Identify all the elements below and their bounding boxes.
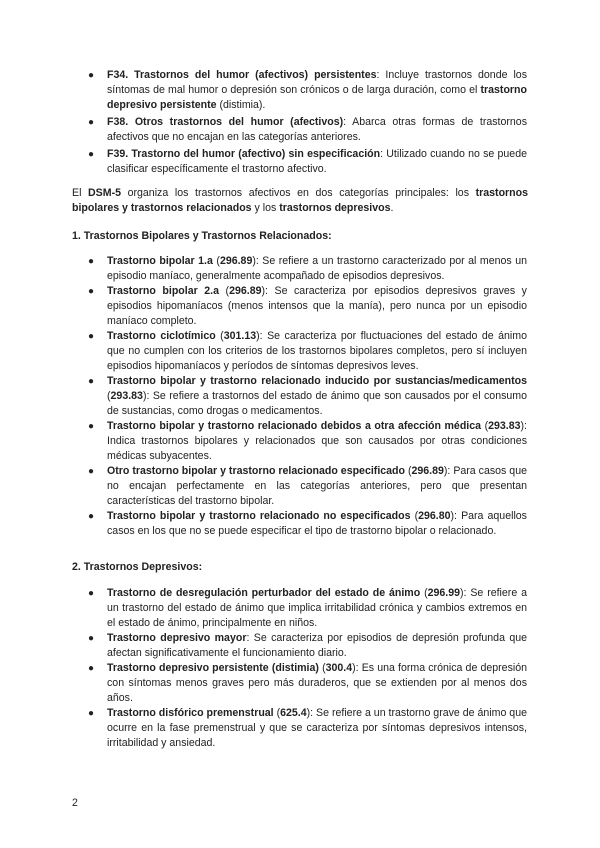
icd-list xyxy=(88,68,527,179)
item-text: ): Se refiere a un trastorno del estado de ánimo que implica irritabilidad crónica y cambios extremos en el estado de ánimo, principalmente en niños. xyxy=(107,587,527,629)
item-text: ( xyxy=(318,662,326,674)
list-item xyxy=(88,284,527,329)
list-item xyxy=(88,509,527,539)
item-title: Trastorno bipolar 1.a xyxy=(107,255,213,267)
item-text: (distimia). xyxy=(216,99,266,111)
item-title: F39. Trastorno del humor (afectivo) sin especificación xyxy=(107,148,381,160)
item-text: ( xyxy=(212,255,220,267)
intro-text: El xyxy=(72,187,89,199)
item-text: ( xyxy=(410,510,419,522)
item-title: F34. Trastornos del humor (afectivos) persistentes xyxy=(107,69,377,81)
list-item xyxy=(88,586,527,631)
item-code: 296.89 xyxy=(411,465,444,477)
section-heading-bipolar: 1. Trastornos Bipolares y Trastornos Relacionados: xyxy=(72,230,332,242)
item-text: ): Se caracteriza por fluctuaciones del estado de ánimo que no cumplen con los criterios de los trastornos bipolares completos, pero sí incluyen episodios hipomaníacos y períodos de síntomas depresivos leves. xyxy=(107,330,527,372)
bullet-icon: ● xyxy=(88,511,95,522)
section-heading-depressive: 2. Trastornos Depresivos: xyxy=(72,561,203,573)
item-title: Trastorno disfórico premenstrual xyxy=(107,707,274,719)
bullet-icon: ● xyxy=(88,117,95,128)
bullet-icon: ● xyxy=(88,70,95,81)
item-text: ( xyxy=(481,420,489,432)
intro-term: DSM-5 xyxy=(88,187,121,199)
item-title: Trastorno depresivo mayor xyxy=(107,632,247,644)
item-code: 296.89 xyxy=(229,285,262,297)
item-code: 296.80 xyxy=(418,510,451,522)
item-text: ): Para aquellos casos en los que no se puede especificar el tipo de trastorno bipolar o relacionado. xyxy=(107,510,527,537)
intro-text: y los xyxy=(251,202,280,214)
item-title: Trastorno bipolar 2.a xyxy=(107,285,219,297)
item-text: : Abarca otras formas de trastornos afectivos que no encajan en las categorías anteriores. xyxy=(107,116,527,143)
item-text: ): Se caracteriza por episodios depresivos graves y episodios hipomaníacos (menos intensos que la manía), pero nunca por un episodio maníaco completo. xyxy=(107,285,527,327)
list-item xyxy=(88,374,527,419)
intro-text: . xyxy=(390,202,394,214)
item-code: 625.4 xyxy=(280,707,307,719)
list-item xyxy=(88,254,527,284)
bullet-icon: ● xyxy=(88,376,95,387)
list-item xyxy=(88,115,527,145)
bullet-icon: ● xyxy=(88,331,95,342)
item-code: 301.13 xyxy=(223,330,257,342)
item-text: : Utilizado cuando no se puede clasificar específicamente el trastorno afectivo. xyxy=(107,148,527,175)
bipolar-list xyxy=(88,254,527,539)
list-item xyxy=(88,68,527,113)
bullet-icon: ● xyxy=(88,633,95,644)
item-title: Trastorno bipolar y trastorno relacionado no especificados xyxy=(107,510,411,522)
item-code: 293.83 xyxy=(110,390,143,402)
intro-paragraph xyxy=(72,186,528,216)
item-text: ): Se refiere a un trastorno caracterizado por al menos un episodio maníaco, generalmente acompañado de episodios depresivos. xyxy=(107,255,527,282)
bullet-icon: ● xyxy=(88,149,95,160)
item-text: ( xyxy=(107,390,111,402)
item-title: Trastorno bipolar y trastorno relacionado inducido por sustancias/medicamentos xyxy=(107,375,527,387)
item-text: ): Se refiere a trastornos del estado de ánimo que son causados por el consumo de sustancias, como drogas o medicamentos. xyxy=(107,390,527,417)
item-title: Trastorno bipolar y trastorno relacionado debidos a otra afección médica xyxy=(107,420,482,432)
item-code: 296.99 xyxy=(427,587,461,599)
bullet-icon: ● xyxy=(88,663,95,674)
intro-term: trastornos depresivos xyxy=(279,202,391,214)
item-text: ( xyxy=(215,330,224,342)
item-text: ): Se refiere a un trastorno grave de ánimo que ocurre en la fase premenstrual y que se caracteriza por síntomas depresivos intensos, irritabilidad y ansiedad. xyxy=(107,707,527,749)
item-title: Otro trastorno bipolar y trastorno relacionado especificado xyxy=(107,465,405,477)
list-item xyxy=(88,329,527,374)
item-text: ): Indica trastornos bipolares y relacionados que son causados por otras condiciones médicas subyacentes. xyxy=(107,420,527,462)
item-text: ( xyxy=(219,285,230,297)
list-item xyxy=(88,464,527,509)
item-text: ( xyxy=(420,587,428,599)
item-text: ( xyxy=(404,465,412,477)
list-item xyxy=(88,706,527,751)
item-code: 293.83 xyxy=(488,420,521,432)
depressive-list xyxy=(88,586,528,751)
item-title: Trastorno depresivo persistente (distimia) xyxy=(107,662,319,674)
item-title: F38. Otros trastornos del humor (afectivos) xyxy=(107,116,344,128)
list-item xyxy=(88,661,527,706)
item-text: ( xyxy=(273,707,281,719)
bullet-icon: ● xyxy=(88,588,95,599)
list-item xyxy=(88,419,527,464)
item-title: Trastorno de desregulación perturbador del estado de ánimo xyxy=(107,587,421,599)
item-text: ): Para casos que no encajan perfectamente en las categorías anteriores, pero que presentan características del trastorno bipolar. xyxy=(107,465,527,507)
item-title: Trastorno ciclotímico xyxy=(107,330,216,342)
item-code: 300.4 xyxy=(325,662,353,674)
item-text: : Incluye trastornos donde los síntomas de mal humor o depresión son crónicos o de larga duración, como el xyxy=(107,69,527,96)
bullet-icon: ● xyxy=(88,286,95,297)
intro-text: organiza los trastornos afectivos en dos categorías principales: los xyxy=(121,187,476,199)
intro-term: trastornos bipolares y trastornos relacionados xyxy=(72,187,528,214)
list-item xyxy=(88,147,527,177)
bullet-icon: ● xyxy=(88,421,95,432)
bullet-icon: ● xyxy=(88,466,95,477)
bullet-icon: ● xyxy=(88,708,95,719)
item-code: 296.89 xyxy=(219,255,253,267)
item-term: trastorno depresivo persistente xyxy=(107,84,527,111)
page-number: 2 xyxy=(72,797,78,809)
bullet-icon: ● xyxy=(88,256,95,267)
list-item xyxy=(88,631,528,661)
item-text: ): Es una forma crónica de depresión con síntomas menos graves pero más duraderos, que se extienden por al menos dos años. xyxy=(107,662,527,704)
item-text: : Se caracteriza por episodios de depresión profunda que afectan significativamente el funcionamiento diario. xyxy=(107,632,528,659)
